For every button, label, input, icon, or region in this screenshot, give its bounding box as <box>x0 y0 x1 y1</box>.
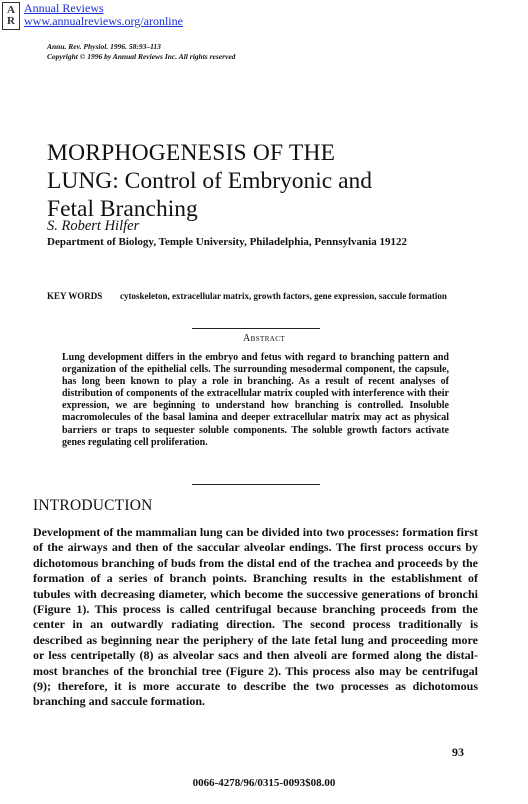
title-line-3: Fetal Branching <box>47 196 198 222</box>
keywords-block <box>47 291 477 302</box>
keywords-label: KEY WORDS <box>47 291 103 301</box>
logo-letter-bottom: R <box>7 15 15 27</box>
author-name: S. Robert Hilfer <box>47 218 140 234</box>
abstract-text: Lung development differs in the embryo and fetus with regard to branching pattern and organization of the epithelial cells. The surrounding mesodermal component, the capsule, has long been known to play a role in branching. As a result of recent analyses of distribution of components of the extracellular matrix coupled with interference with their expression, we are beginning to understand how branching is controlled. Insoluble macromolecules of the basal lamina and deeper extracellular matrix may act as physical barriers or traps to sequester soluble components. The soluble growth factors activate genes regulating cell proliferation. <box>62 352 449 448</box>
copyright-line: Copyright © 1996 by Annual Reviews Inc. All rights reserved <box>47 52 236 61</box>
introduction-paragraph: Development of the mammalian lung can be divided into two processes: formation first of the airways and then of the saccular alveolar endings. The first process occurs by dichotomous branching of buds from the distal end of the trachea and proceeds by the formation of a series of branch points. Branching results in the establishment of tubules with decreasing diameter, which become the successive generations of bronchi (Figure 1). This process is called centrifugal because branching proceeds from the center in an outwardly radiating direction. The second process traditionally is described as beginning near the periphery of the late fetal lung and proceeding more or less centripetally (8) as alveolar sacs and then alveoli are formed along the distal-most branches of the bronchial tree (Figure 2). This process also may be centrifugal (9); therefore, it is more accurate to describe the two processes as dichotomous branching and saccule formation. <box>33 525 478 709</box>
abstract-bottom-divider <box>192 484 320 485</box>
citation-block <box>47 42 235 62</box>
keywords-list: cytoskeleton, extracellular matrix, growth factors, gene expression, saccule formation <box>120 291 447 301</box>
author-affiliation: Department of Biology, Temple University, Philadelphia, Pennsylvania 19122 <box>47 236 407 248</box>
abstract-top-divider <box>192 328 320 329</box>
journal-citation: Annu. Rev. Physiol. 1996. 58:93–113 <box>47 42 161 51</box>
annual-reviews-header <box>2 2 183 30</box>
publisher-link[interactable]: Annual Reviews <box>24 1 104 15</box>
abstract-heading: Abstract <box>243 333 285 344</box>
logo-letter-top: A <box>7 4 15 16</box>
annual-reviews-logo-icon <box>2 2 20 30</box>
title-line-2: LUNG: Control of Embryonic and <box>47 168 373 194</box>
title-line-1: MORPHOGENESIS OF THE <box>47 140 336 166</box>
footer-article-code: 0066-4278/96/0315-0093$08.00 <box>192 777 336 789</box>
annual-reviews-links <box>24 2 183 28</box>
section-heading-introduction: INTRODUCTION <box>33 497 153 514</box>
aronline-url-link[interactable]: www.annualreviews.org/aronline <box>24 14 183 28</box>
paper-title <box>47 139 487 223</box>
page-number: 93 <box>452 745 464 759</box>
